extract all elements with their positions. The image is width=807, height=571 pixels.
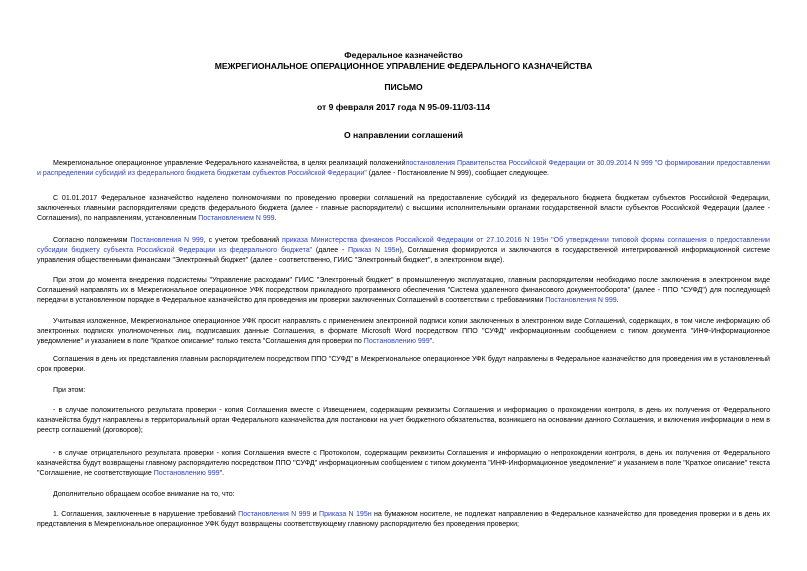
paragraph-text: 1. Соглашения, заключенные в нарушение требований xyxy=(53,511,239,518)
document-link[interactable]: Постановлением N 999 xyxy=(198,215,275,222)
paragraph-text: При этом: xyxy=(53,387,86,394)
paragraph-text: - в случае отрицательного результата проверки - копия Соглашения вместе с Протоколом, содержащим реквизиты Соглашения и информацию о непрохождении контроля, в день их получения от Федерального казначейства будут возвращены главному распорядителю посредством ППО "СУФД" информационным сообщением с типом документа "ИНФ-Информационное уведомление" и указанием в поле "Краткое описание" текста "Соглашение, не соответствующие xyxy=(37,450,770,477)
paragraph-6 xyxy=(37,355,770,375)
paragraph-text: ), Соглашения формируются и заключаются в государственной интегрированной информационной системе управления общественными финансами "Электронный бюджет" (далее - соответственно, ГИИС "Электронный бюджет", в электронном виде). xyxy=(37,247,770,264)
org-name: Федеральное казначейство xyxy=(344,50,463,60)
document-link[interactable]: Постановлению 999 xyxy=(153,470,220,477)
paragraph-text: (далее - Постановление N 999), сообщает следующее. xyxy=(366,170,550,177)
document-type: ПИСЬМО xyxy=(384,82,423,92)
paragraph-1 xyxy=(37,159,770,179)
paragraph-text: ". xyxy=(429,338,435,345)
document-link[interactable]: Постановления N 999 xyxy=(130,237,204,244)
paragraph-text: Межрегиональное операционное управление Федерального казначейства, в целях реализаций положений xyxy=(53,160,406,167)
paragraph-text: и xyxy=(310,511,320,518)
paragraph-text: Дополнительно обращаем особое внимание на то, что: xyxy=(53,491,235,498)
paragraph-9 xyxy=(37,449,770,479)
paragraph-2 xyxy=(37,194,770,224)
paragraph-7 xyxy=(37,386,770,396)
paragraph-10 xyxy=(37,490,770,500)
paragraph-text: на бумажном носителе, не подлежат направлению в Федеральное казначейство для проведения проверки и в день их представления в Межрегиональное операционное УФК будут возвращены соответствующему главному распорядителю без проведения проверки; xyxy=(37,511,770,528)
paragraph-text: . xyxy=(616,297,619,304)
paragraph-4 xyxy=(37,276,770,306)
paragraph-text: При этом до момента внедрения подсистемы "Управление расходами" ГИИС "Электронный бюджет" в промышленную эксплуатацию, главным распорядителям необходимо после заключения в электронном виде Соглашений направлять их в Межрегиональное операционное УФК посредством прикладного программного обеспечения "Система удаленного финансового документооборота" (далее - ППО "СУФД") для последующей передачи в установленном порядке в Федеральное казначейство для проведения им проверки заключенных Соглашений в соответствии с требованиями xyxy=(37,277,770,304)
paragraph-text: - в случае положительного результата проверки - копия Соглашения вместе с Извещением, содержащим реквизиты Соглашения и информацию о прохождении контроля, в день их получения от Федерального казначейства будут направлены в территориальный орган Федерального казначейства для постановки на учет бюджетного обязательства, возникшего на основании данного Соглашения, и включения информации о нем в реестр соглашений (договоров); xyxy=(37,407,770,434)
document-subject: О направлении соглашений xyxy=(343,130,464,140)
document-link[interactable]: Постановления N 999 xyxy=(238,511,311,518)
paragraph-text: Учитывая изложенное, Межрегиональное операционное УФК просит направлять с применением электронной подписи копии заключенных в электронном виде Соглашений, содержащих, в том числе информацию об электронных подписях уполномоченных лиц, подписавших данные Соглашения, в формате Microsoft Word посредством ППО "СУФД" информационным сообщением с типом документа "ИНФ-Информационное уведомление" и указанием в поле "Краткое описание" только текста "Соглашения для проверки по xyxy=(37,318,770,345)
paragraph-text: Соглашения в день их представления главным распорядителем посредством ППО "СУФД" в Межрегиональное операционное УФК будут направлены в Федеральное казначейство для проведения им в установленный срок проверки. xyxy=(37,356,770,373)
document-link[interactable]: Приказ N 195н xyxy=(348,247,400,254)
document-link[interactable]: приказа Министерства финансов Российской Федерации от 27.10.2016 N 195н "Об утверждении типовой формы соглашения о предоставлении субсидии бюджету субъекта Российской Федерации из федерального бюджета" xyxy=(37,237,770,254)
document-date-number: от 9 февраля 2017 года N 95-09-11/03-114 xyxy=(316,102,491,112)
paragraph-text: (далее - xyxy=(312,247,349,254)
paragraph-text: ". xyxy=(219,470,225,477)
paragraph-8 xyxy=(37,406,770,436)
document-link[interactable]: Постановлению 999 xyxy=(363,338,430,345)
paragraph-text: . xyxy=(274,215,277,222)
paragraph-11 xyxy=(37,510,770,530)
paragraph-text: С 01.01.2017 Федеральное казначейство наделено полномочиями по проведению проверки соглашений на предоставление субсидий из федерального бюджета бюджетам субъектов Российской Федерации, заключенных главными распорядителями средств федерального бюджета (далее - главные распорядители) с высшими исполнительными органами государственной власти субъектов Российской Федерации (далее - Соглашения), по направлениям, установленным xyxy=(37,195,770,222)
paragraph-text: Согласно положениям xyxy=(53,237,131,244)
paragraph-text: , с учетом требований xyxy=(203,237,282,244)
paragraph-3 xyxy=(37,236,770,266)
department-name: МЕЖРЕГИОНАЛЬНОЕ ОПЕРАЦИОННОЕ УПРАВЛЕНИЕ ФЕДЕРАЛЬНОГО КАЗНАЧЕЙСТВА xyxy=(214,61,593,71)
paragraph-5 xyxy=(37,317,770,347)
document-link[interactable]: постановления Правительства Российской Федерации от 30.09.2014 N 999 "О формировании предоставлении и распределении субсидий из федерального бюджета бюджетам субъектов Российской Федерации" xyxy=(37,160,770,177)
document-link[interactable]: Приказа N 195н xyxy=(319,511,372,518)
document-link[interactable]: Постановления N 999 xyxy=(545,297,617,304)
